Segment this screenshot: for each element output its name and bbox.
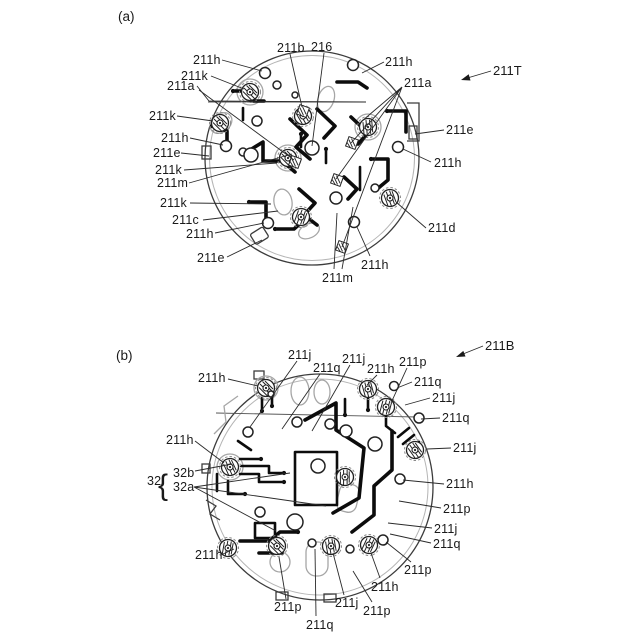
ref-label-211e: 211e [197, 251, 225, 265]
ref-label-211q: 211q [442, 411, 470, 425]
circuit-traces-a [210, 82, 406, 231]
ref-label-211q: 211q [306, 618, 334, 632]
ref-label-32a: 32a [173, 480, 195, 494]
ref-label-211h: 211h [186, 227, 214, 241]
labels-a [118, 9, 522, 285]
ref-label-211m: 211m [157, 176, 189, 190]
ref-label-211p: 211p [443, 502, 471, 516]
panel-b-board [202, 371, 433, 602]
ref-label-211b: 211b [277, 41, 305, 55]
ref-label-211a: 211a [404, 76, 432, 90]
ref-label-211p: 211p [363, 604, 391, 618]
ref-label-211j: 211j [335, 596, 359, 610]
ref-label-211j: 211j [432, 391, 456, 405]
ref-label-211h: 211h [434, 156, 462, 170]
ref-label-211q: 211q [414, 375, 442, 389]
arrowhead-211B [456, 351, 466, 357]
ref-label-211e: 211e [446, 123, 474, 137]
ref-label-211d: 211d [428, 221, 456, 235]
ref-label-211h: 211h [367, 362, 395, 376]
ref-label-211k: 211k [181, 69, 208, 83]
board-ref-211B: 211B [485, 338, 515, 353]
ref-label-211p: 211p [399, 355, 427, 369]
ref-label-211m: 211m [322, 271, 354, 285]
ref-label-211j: 211j [434, 522, 458, 536]
ref-label-211h: 211h [198, 371, 226, 385]
ref-label-211j: 211j [453, 441, 477, 455]
ref-label-211h: 211h [166, 433, 194, 447]
ref-label-211q: 211q [313, 361, 341, 375]
ref-label-211c: 211c [172, 213, 199, 227]
ref-label-211k: 211k [160, 196, 187, 210]
ref-label-211j: 211j [342, 352, 366, 366]
arrowhead-211T [461, 74, 471, 80]
coil-rosettes-a [210, 82, 404, 254]
ref-label-211j: 211j [288, 348, 312, 362]
ref-label-211p: 211p [404, 563, 432, 577]
board-outline-b [202, 371, 433, 602]
ref-label-211h: 211h [361, 258, 389, 272]
ref-label-211e: 211e [153, 146, 181, 160]
brace-32: { [158, 469, 169, 502]
panel-tag-a: (a) [118, 9, 135, 24]
ref-label-32b: 32b [173, 466, 195, 480]
ref-label-211a: 211a [167, 79, 195, 93]
ref-label-32: 32 [147, 474, 162, 488]
ref-label-211q: 211q [433, 537, 461, 551]
ref-label-211h: 211h [385, 55, 413, 69]
ref-label-216: 216 [311, 40, 333, 54]
panel-tag-b: (b) [116, 348, 133, 363]
ref-label-211k: 211k [149, 109, 176, 123]
ref-label-211p: 211p [274, 600, 302, 614]
ref-label-211h: 211h [446, 477, 474, 491]
ref-label-211k: 211k [155, 163, 182, 177]
circuit-traces-b [217, 396, 419, 553]
ref-label-211h: 211h [161, 131, 189, 145]
panel-a-board [202, 51, 419, 265]
ref-label-211h: 211h [193, 53, 221, 67]
ref-label-211h: 211h [371, 580, 399, 594]
ref-label-211h: 211h [195, 548, 223, 562]
board-ref-211T: 211T [493, 63, 522, 78]
